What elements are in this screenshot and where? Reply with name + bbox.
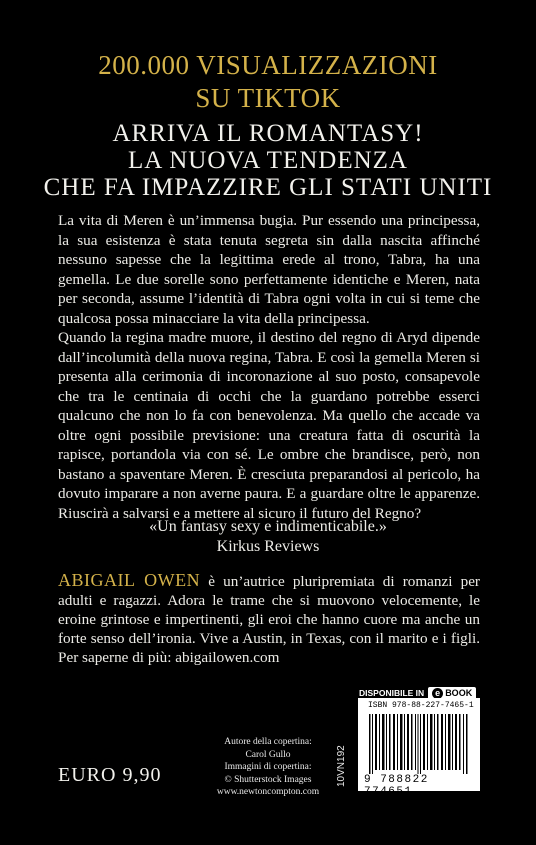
series-code: 10VN192 bbox=[336, 745, 347, 787]
synopsis bbox=[58, 211, 480, 523]
barcode-digits: 9 788822 774651 bbox=[364, 774, 429, 798]
review-quote: «Un fantasy sexy e indimenticabile.» bbox=[149, 518, 387, 535]
ebook-badge-text: BOOK bbox=[445, 688, 473, 698]
banner-line-1: 200.000 VISUALIZZAZIONI bbox=[98, 50, 438, 80]
tagline-line-2: LA NUOVA TENDENZA bbox=[128, 147, 408, 174]
author-bio-text: è un’autrice pluripremiata di romanzi per adulti e ragazzi. Adora le trame che si muovono velocemente, le eroine grintose e impertinenti, gli eroi che hanno cuore ma anche un forte senso dell’ironia. Vive a Austin, in Texas, con il marito e i figli. Per saperne di più: abigailowen.com bbox=[58, 573, 480, 666]
author-name: ABIGAIL OWEN bbox=[58, 570, 201, 590]
review-source: Kirkus Reviews bbox=[216, 538, 320, 555]
tagline-line-1: ARRIVA IL ROMANTASY! bbox=[112, 120, 424, 147]
cover-credits bbox=[200, 736, 336, 799]
isbn-label: ISBN 978-88-227-7465-1 bbox=[368, 701, 474, 710]
barcode-bars bbox=[367, 714, 471, 774]
credits-line-4: © Shutterstock Images bbox=[224, 774, 312, 785]
credits-line-2: Carol Gullo bbox=[245, 749, 291, 760]
ebook-e-icon: e bbox=[432, 688, 443, 699]
synopsis-paragraph-1: La vita di Meren è un’immensa bugia. Pur essendo una principessa, la sua esistenza è stata tenuta segreta sin dalla nascita affinché nessuno sapesse che la legittima erede al trono, Tabra, ha una gemella. Le due sorelle sono perfettamente identiche e Meren, nata per seconda, assume l’identità di Tabra ogni volta in cui si teme che qualcosa possa minacciare la vita della principessa. bbox=[58, 212, 480, 327]
barcode bbox=[358, 698, 480, 798]
tagline-line-3: CHE FA IMPAZZIRE GLI STATI UNITI bbox=[43, 174, 493, 201]
author-bio bbox=[58, 571, 480, 667]
banner-line-2: SU TIKTOK bbox=[195, 83, 341, 113]
credits-line-3: Immagini di copertina: bbox=[224, 762, 312, 772]
synopsis-paragraph-2: Quando la regina madre muore, il destino del regno di Aryd dipende dall’incolumità della nuova regina, Tabra. E così la gemella Meren si presenta alla cerimonia di incoronazione al suo posto, consapevole che tra le centinaia di occhi che la guardano potrebbe esserci qualcuno che non lo fa con benevolenza. Ma quello che accade va oltre ogni possibile previsione: una creatura fatta di oscurità la rapisce, portandola via con sé. Le ombre che brandisce, però, non bastano a spaventare Meren. È cresciuta preparandosi al pericolo, ha dovuto imparare a non averne paura. E a guardare oltre le apparenze. Riuscirà a salvarsi e a mettere al sicuro il futuro del Regno? bbox=[58, 329, 480, 522]
price: EURO 9,90 bbox=[58, 764, 162, 786]
credits-line-1: Autore della copertina: bbox=[224, 737, 312, 747]
ebook-label: DISPONIBILE IN bbox=[359, 688, 425, 698]
credits-line-5: www.newtoncompton.com bbox=[216, 787, 320, 797]
